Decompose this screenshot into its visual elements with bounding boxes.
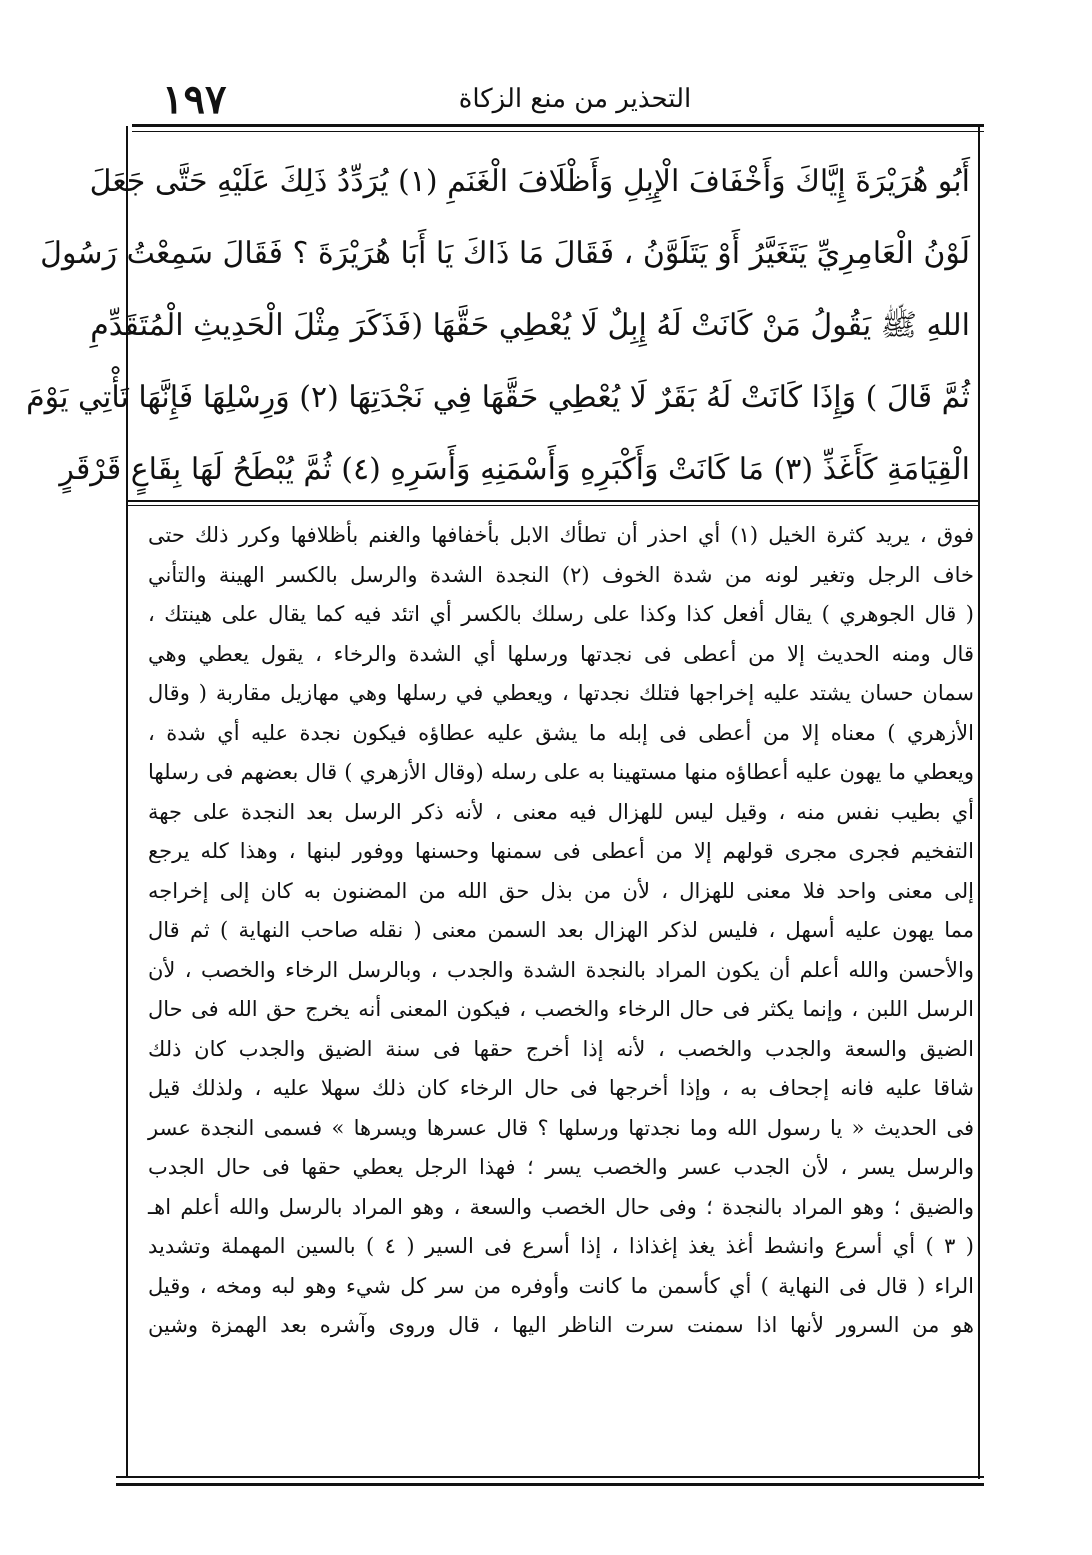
commentary-block bbox=[148, 516, 974, 1346]
commentary-line: الرسل اللبن ، وإنما يكثر فى حال الرخاء والخصب ، فيكون المعنى أنه يخرج حق الله فى حال bbox=[148, 997, 974, 1021]
commentary-line: هو من السرور لأنها اذا سمنت سرت الناظر اليها ، قال وروى وآشره بعد الهمزة وشين bbox=[148, 1313, 974, 1337]
commentary-line: الأزهري ) معناه إلا من أعطى فى إبله ما يشق عليه عطاؤه فيكون نجدة عليه أي شدة ، bbox=[148, 720, 974, 745]
footer-rule-top bbox=[116, 1476, 984, 1478]
commentary-line: ويعطي ما يهون عليه أعطاؤه منها مستهينا به على رسله (وقال الأزهري ) قال بعضهم فى رسلها bbox=[148, 760, 974, 784]
footer-rule-bottom bbox=[116, 1483, 984, 1486]
commentary-line: سمان حسان يشتد عليه إخراجها فتلك نجدتها ، ويعطي في رسلها وهي مهازيل مقاربة ( وقال bbox=[148, 681, 974, 705]
commentary-line: مما يهون عليه أسهل ، فليس لذكر الهزال بعد السمن معنى ( نقله صاحب النهاية ) ثم قال bbox=[148, 918, 974, 942]
commentary-line: ( ٣ ) أي أسرع وانشط أغذ يغذ إغذاذا ، إذا أسرع فى السير ( ٤ ) بالسين المهملة وتشديد bbox=[148, 1234, 974, 1258]
hadith-text-block bbox=[26, 146, 970, 506]
hadith-line: ثُمَّ قَالَ ) وَإِذَا كَانَتْ لَهُ بَقَرٌ لَا يُعْطِي حَقَّهَا فِي نَجْدَتِهَا (٢) وَرِسْلِهَا فَإِنَّهَا تَأْتِي يَوْمَ bbox=[26, 380, 970, 415]
hadith-line: الْقِيَامَةِ كَأَغَذِّ (٣) مَا كَانَتْ وَأَكْبَرِهِ وَأَسْمَنِهِ وَأَسَرِهِ (٤) ثُمَّ يُبْطَحُ لَهَا بِقَاعٍ قَرْقَرٍ bbox=[59, 452, 970, 487]
commentary-line: أي بطيب نفس منه ، وقيل ليس للهزال فيه معنى ، لأنه ذكر الرسل بعد النجدة على جهة bbox=[148, 799, 974, 824]
commentary-line: ( قال الجوهري ) يقال أفعل كذا وكذا على رسلك بالكسر أي اتئد فيه كما يقال على هينتك ، bbox=[148, 602, 974, 626]
commentary-line: الضيق والسعة والجدب والخصب ، لأنه إذا أخرج حقها فى سنة الضيق والجدب كان ذلك bbox=[148, 1036, 974, 1061]
section-divider-bottom bbox=[128, 505, 978, 506]
commentary-line: فى الحديث « يا رسول الله وما نجدتها ورسلها ؟ قال عسرها ويسرها » فسمى النجدة عسر bbox=[148, 1115, 974, 1140]
commentary-line: فوق ، يريد كثرة الخيل (١) أي احذر أن تطأك الابل بأخفافها والغنم بأظلافها وكرر ذلك حتى bbox=[148, 523, 974, 547]
commentary-line: قال ومنه الحديث إلا من أعطى فى نجدتها ورسلها أي الشدة والرخاء ، يقول يعطي وهي bbox=[148, 641, 974, 666]
commentary-line: إلى معنى واحد فلا معنى للهزال ، لأن من بذل حق الله من المضنون به كان إلى إخراجه bbox=[148, 878, 974, 903]
commentary-line: والضيق ؛ وهو المراد بالنجدة ؛ وفى حال الخصب والسعة ، وهو المراد بالرسل والله أعلم اهـ bbox=[148, 1194, 974, 1219]
commentary-line: خاف الرجل وتغير لونه من شدة الخوف (٢) النجدة الشدة والرسل بالكسر الهينة والتأني bbox=[148, 562, 974, 587]
page-number: ١٩٧ bbox=[162, 76, 227, 123]
right-border bbox=[978, 124, 980, 1479]
section-divider-top bbox=[128, 500, 978, 502]
header-rule-top bbox=[132, 124, 984, 127]
commentary-line: الراء ( قال فى النهاية ) أي كأسمن ما كانت وأوفره من سر كل شيء وهو لبه ومخه ، وقيل bbox=[148, 1273, 974, 1298]
running-title: التحذير من منع الزكاة bbox=[458, 84, 692, 114]
commentary-line: والرسل يسر ، لأن الجدب عسر والخصب يسر ؛ فهذا الرجل يعطي حقها فى حال الجدب bbox=[148, 1155, 974, 1179]
hadith-line: لَوْنُ الْعَامِرِيِّ يَتَغَيَّرُ أَوْ يَتَلَوَّنُ ، فَقَالَ مَا ذَاكَ يَا أَبَا هُرَيْرَةَ ؟ فَقَالَ سَمِعْتُ رَسُولَ bbox=[40, 236, 970, 271]
header-rule-bottom bbox=[132, 131, 984, 132]
commentary-line: شاقا عليه فانه إجحاف به ، وإذا أخرجها فى حال الرخاء كان ذلك سهلا عليه ، ولذلك قيل bbox=[148, 1076, 974, 1100]
hadith-line: اللهِ ﷺ يَقُولُ مَنْ كَانَتْ لَهُ إِبِلٌ لَا يُعْطِي حَقَّهَا (فَذَكَرَ مِثْلَ الْحَدِيثِ الْمُتَقَدِّمِ bbox=[90, 308, 970, 343]
commentary-line: التفخيم فجرى مجرى قولهم إلا من أعطى فى سمنها وحسنها ووفور لبنها ، وهذا كله يرجع bbox=[148, 839, 974, 863]
commentary-line: والأحسن والله أعلم أن يكون المراد بالنجدة الشدة والجدب ، وبالرسل الرخاء والخصب ، لأن bbox=[148, 957, 974, 982]
hadith-line: أَبُو هُرَيْرَةَ إِيَّاكَ وَأَخْفَافَ الْإِبِلِ وَأَظْلَافَ الْغَنَمِ (١) يُرَدِّدُ ذَلِكَ عَلَيْهِ حَتَّى جَعَلَ bbox=[89, 164, 970, 199]
